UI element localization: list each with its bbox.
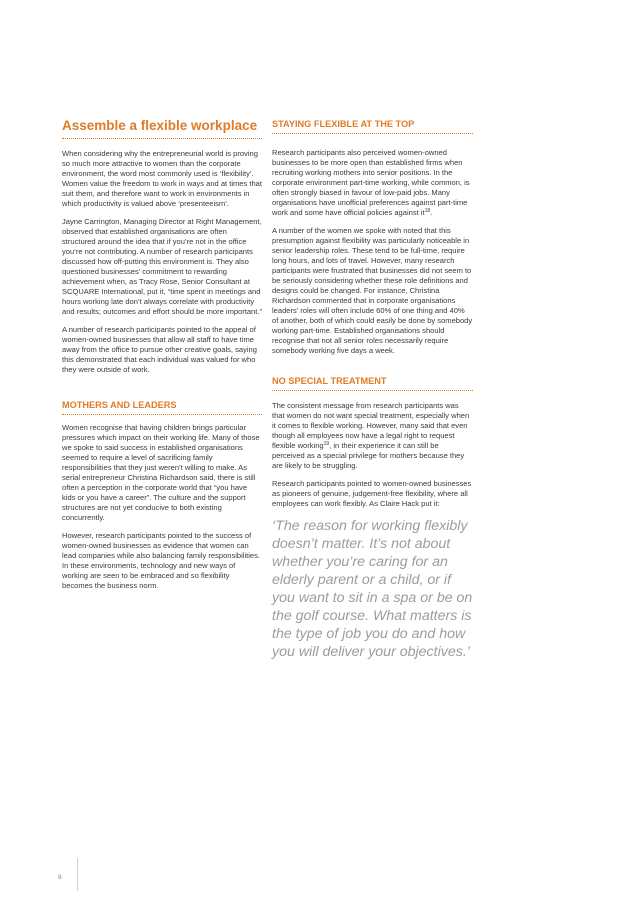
footnote-ref-18: 18 <box>424 208 431 214</box>
footnote-ref-19: 19 <box>323 441 330 447</box>
left-paragraph-2: Jayne Carrington, Managing Director at Right Management, observed that established organisations are often structured around the idea that if you’re not in the office you’re not contributing. A number of research participants discussed how off-putting this environment is. They also questioned businesses’ commitment to rewarding achievement when, as Tracy Rose, Senior Consultant at SCQUARE International, put it, “time spent in meetings and hours working late don’t always correlate with productivity and results; outcomes and effort should be more important.” <box>62 217 262 316</box>
right-section1-paragraph-2: A number of the women we spoke with noted that this presumption against flexibility was particularly noticeable in senior leadership roles. These tend to be full-time, require long hours, and lots of travel. However, many research participants were frustrated that businesses did not seem to be seriously considering whether these role definitions and designs could be changed. For instance, Christina Richardson commented that in corporate organisations leaders’ roles will often include 60% of one thing and 40% of another, both of which could easily be done by somebody working part-time. Established organisations should recognise that not all senior roles necessarily require somebody working five days a week. <box>272 226 473 355</box>
left-column <box>62 118 262 599</box>
right-section1-paragraph-1-end: . <box>430 208 433 217</box>
right-section1-paragraph-1 <box>272 148 473 218</box>
left-section2-paragraph-1: Women recognise that having children brings particular pressures which impact on their working life. Many of those we spoke to said success in established organisations seemed to require a level of sacrificing family responsibilities that they just weren’t willing to make. As serial entrepreneur Christina Richardson said, there is still often a perception in the corporate world that “you have kids or you have a career”. The culture and the support structures are not yet conducive to both existing concurrently. <box>62 423 260 522</box>
right-section1-paragraph-1-text: Research participants also perceived women-owned businesses to be more open than established firms when recruiting working mothers into senior positions. In the corporate environment part-time working, while common, is often strongly biased in favour of low-paid jobs. Many organisations have unofficial preferences against part-time work and some have official policies against it <box>272 148 470 217</box>
pull-quote: ‘The reason for working flexibly doesn’t matter. It’s not about whether you’re caring for an elderly parent or a child, or if you want to sit in a spa or be on the golf course. What matters is the type of job you do and how you will deliver your objectives.’ <box>272 518 473 660</box>
page-title: Assemble a flexible workplace <box>62 118 262 139</box>
section-heading-no-special-treatment: NO SPECIAL TREATMENT <box>272 375 473 391</box>
section-heading-staying-flexible: STAYING FLEXIBLE AT THE TOP <box>272 118 473 134</box>
left-section2-paragraph-2: However, research participants pointed to the success of women-owned businesses as evidence that women can lead companies while also balancing family responsibilities. In these environments, technology and new ways of working are seen to be embraced and so flexibility becomes the business norm. <box>62 531 260 590</box>
right-column <box>272 118 473 661</box>
right-section2-paragraph-1-end: , in their experience it can still be perceived as a special privilege for mothers because they are likely to be struggling. <box>272 441 465 470</box>
section-heading-mothers-and-leaders: MOTHERS AND LEADERS <box>62 399 262 415</box>
left-paragraph-1: When considering why the entrepreneurial world is proving so much more attractive to women than the corporate environment, the word most commonly used is ‘flexibility’. Women value the freedom to work in ways and at times that suit them, and therefore want to work in environments in which productivity is valued above ‘presenteeism’. <box>62 149 262 208</box>
right-section2-paragraph-2: Research participants pointed to women-owned businesses as pioneers of genuine, judgement-free flexibility, where all employees can work flexibly. As Claire Hack put it: <box>272 479 472 508</box>
page-number: 8 <box>58 874 62 881</box>
right-section2-paragraph-1 <box>272 401 473 471</box>
left-paragraph-3: A number of research participants pointed to the appeal of women-owned businesses that allow all staff to have time away from the office to pursue other creative goals, saying this demonstrated that each individual was valued for who they were outside of work. <box>62 325 257 374</box>
right-section2-paragraph-1-text: The consistent message from research participants was that women do not want special treatment, especially when it comes to flexible working. However, many said that even though all employees now have a legal right to request flexible working <box>272 401 470 450</box>
footer-divider <box>77 858 78 891</box>
